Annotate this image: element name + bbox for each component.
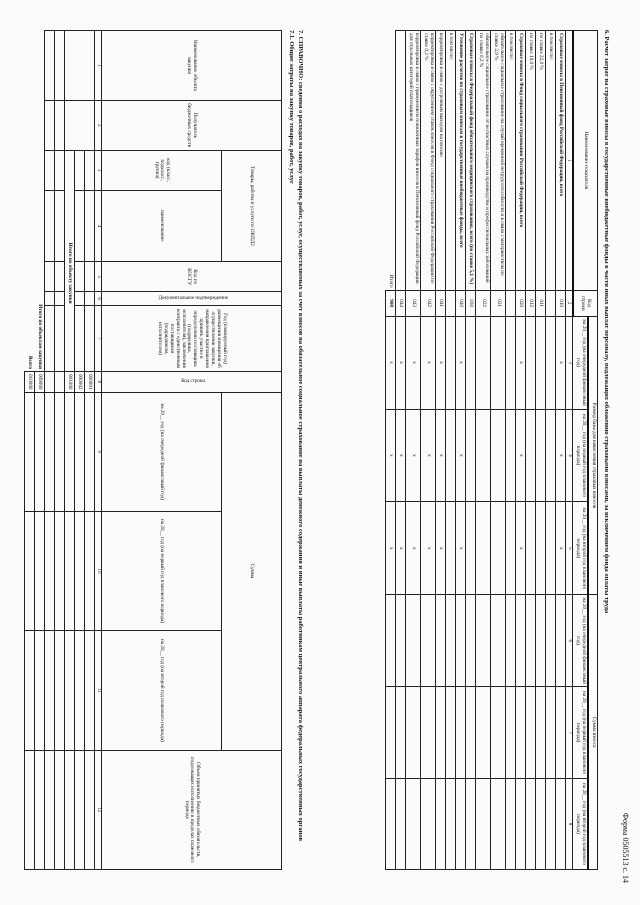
cell-d bbox=[525, 502, 535, 595]
table-row bbox=[445, 31, 455, 870]
insurance-table bbox=[385, 30, 598, 870]
table-row bbox=[435, 31, 445, 870]
cell-code: 022 bbox=[475, 290, 490, 316]
procurement-table bbox=[24, 30, 282, 870]
table-row bbox=[525, 31, 535, 870]
cell-name: Уточнение расчетов по страховым взносам в государственные внебюджетные фонды, всего bbox=[455, 31, 465, 291]
sum-y1-header: на 20__ год (на очередной финансовый год) bbox=[573, 595, 588, 687]
cell-code: 020 bbox=[515, 290, 525, 316]
cell-name: корректировка в связи с применением пониженных тарифов взносов в Пенсионный фонд Российской Федерации для отдельных категорий плательщиков bbox=[405, 31, 420, 291]
col-code-header: Код строки bbox=[573, 290, 598, 316]
num-cell: 4 bbox=[95, 190, 102, 262]
col-goods-name-header: наименование bbox=[102, 190, 222, 262]
cell-c bbox=[505, 409, 515, 502]
cell-empty bbox=[455, 779, 465, 870]
col-kosgu-header: Код по КОСГУ bbox=[102, 262, 282, 292]
cell-empty bbox=[505, 595, 515, 687]
cell-d: x bbox=[395, 502, 405, 595]
cell-empty bbox=[475, 595, 490, 687]
cell-name: по ставке 10,0 % bbox=[525, 31, 535, 291]
table-row bbox=[85, 31, 95, 870]
num-cell: 7 bbox=[565, 687, 573, 779]
table-row bbox=[65, 31, 75, 870]
table-row bbox=[505, 31, 515, 870]
total-code: 900 bbox=[385, 290, 395, 316]
cell-empty bbox=[420, 779, 435, 870]
cell-c bbox=[490, 409, 505, 502]
cell-empty bbox=[555, 595, 565, 687]
cell-d bbox=[490, 502, 505, 595]
cell-c bbox=[545, 409, 555, 502]
cell-code: 042 bbox=[420, 290, 435, 316]
cell-d bbox=[445, 502, 455, 595]
num-cell: 2 bbox=[565, 290, 573, 316]
num-cell: 7 bbox=[95, 306, 102, 372]
cell-c: x bbox=[395, 409, 405, 502]
cell-b: x bbox=[555, 316, 565, 409]
total-cell bbox=[385, 779, 395, 870]
cell-c bbox=[445, 409, 455, 502]
cell-empty bbox=[515, 779, 525, 870]
cell-b bbox=[490, 316, 505, 409]
group-goods-header: Товары, работы и услуги по ОКПД2 bbox=[222, 150, 282, 262]
cell-empty bbox=[395, 779, 405, 870]
col-code-header: Код строки bbox=[102, 371, 282, 392]
cell-b bbox=[545, 316, 555, 409]
cell-b: x bbox=[515, 316, 525, 409]
cell-d: x bbox=[515, 502, 525, 595]
cell-code: 010 bbox=[555, 290, 565, 316]
cell-b: x bbox=[455, 316, 465, 409]
cell-empty bbox=[455, 687, 465, 779]
cell-code: 040 bbox=[455, 290, 465, 316]
cell-empty bbox=[420, 595, 435, 687]
cell-empty bbox=[475, 779, 490, 870]
cell-empty bbox=[525, 779, 535, 870]
col-doc-header: Документальное подтверждение bbox=[102, 292, 282, 306]
sum-y3-header: на 20__ год (на второй год планового периода) bbox=[102, 631, 222, 750]
cell-c bbox=[535, 409, 545, 502]
cell-empty bbox=[505, 687, 515, 779]
num-cell: 5 bbox=[95, 262, 102, 292]
num-cell: 6 bbox=[565, 595, 573, 687]
sum-y2-header: на 20__ год (на первый год планового периода) bbox=[573, 687, 588, 779]
cell-b bbox=[535, 316, 545, 409]
cell-empty bbox=[445, 779, 455, 870]
cell-name: в том числе: bbox=[505, 31, 515, 291]
cell-empty bbox=[555, 779, 565, 870]
cell-b bbox=[525, 316, 535, 409]
subtotal-label: Итого по объекту закупки bbox=[67, 242, 74, 304]
total-mark: x bbox=[385, 502, 395, 595]
num-cell: 5 bbox=[565, 502, 573, 595]
cell-c: x bbox=[405, 409, 420, 502]
col-year-plan-header: Год (планируемый год) размещения извещения об осуществлении закупки, направления приглашения принять участие в определении поставщика (подрядчика, исполнителя), заключения контракта с единственным поставщиком (подрядчиком, исполнителем) bbox=[102, 306, 282, 372]
cell-empty bbox=[490, 687, 505, 779]
table-row bbox=[75, 31, 85, 870]
cell-d bbox=[535, 502, 545, 595]
cell-b: x bbox=[435, 316, 445, 409]
cell-code bbox=[545, 290, 555, 316]
table-row bbox=[35, 31, 45, 870]
cell-d bbox=[465, 502, 475, 595]
cell-b bbox=[475, 316, 490, 409]
cell-d bbox=[545, 502, 555, 595]
cell-empty bbox=[555, 687, 565, 779]
cell-empty bbox=[465, 595, 475, 687]
cell-empty bbox=[395, 687, 405, 779]
cell-d: x bbox=[555, 502, 565, 595]
cell-empty bbox=[405, 687, 420, 779]
table-row bbox=[555, 31, 565, 870]
cell-c bbox=[525, 409, 535, 502]
cell-b: x bbox=[405, 316, 420, 409]
num-cell: 10 bbox=[95, 511, 102, 630]
cell-empty bbox=[525, 687, 535, 779]
cell-code: 021 bbox=[490, 290, 505, 316]
num-cell: 4 bbox=[565, 409, 573, 502]
total-mark: x bbox=[385, 409, 395, 502]
size-y2-header: на 20__ год (на первый год планового периода) bbox=[573, 409, 588, 502]
row-code: 000001 bbox=[85, 371, 95, 392]
num-cell: 9 bbox=[95, 392, 102, 511]
cell-name: в том числе: bbox=[445, 31, 455, 291]
cell-b: x bbox=[395, 316, 405, 409]
cell-name: Страховые взносы в Пенсионный фонд Российской Федерации, всего bbox=[555, 31, 565, 291]
col-object-header: Наименование объекта закупки bbox=[102, 31, 282, 101]
cell-d: x bbox=[405, 502, 420, 595]
total-cell bbox=[385, 595, 395, 687]
cell-name bbox=[395, 31, 405, 291]
cell-empty bbox=[490, 779, 505, 870]
cell-empty bbox=[525, 595, 535, 687]
cell-name: в том числе: bbox=[545, 31, 555, 291]
table-row bbox=[25, 31, 35, 870]
num-cell: 6 bbox=[95, 292, 102, 306]
num-cell: 11 bbox=[95, 631, 102, 750]
cell-name: Страховые взносы в Федеральный фонд обязательного медицинского страхования, всего (по ставке 5,1 %) bbox=[465, 31, 475, 291]
col-name-header: Наименование показателя bbox=[573, 31, 598, 291]
cell-empty bbox=[445, 687, 455, 779]
cell-empty bbox=[435, 779, 445, 870]
total-mark: x bbox=[385, 316, 395, 409]
cell-c: x bbox=[435, 409, 445, 502]
group-size-header: Размер базы для начисления страховых взносов bbox=[588, 316, 597, 595]
grand-total-label: Всего bbox=[27, 356, 34, 369]
cell-code: 044 bbox=[395, 290, 405, 316]
cell-empty bbox=[515, 687, 525, 779]
cell-empty bbox=[420, 687, 435, 779]
table-row bbox=[455, 31, 465, 870]
table-row bbox=[395, 31, 405, 870]
cell-c: x bbox=[515, 409, 525, 502]
cell-c: x bbox=[555, 409, 565, 502]
section7-title: 7. СПРАВОЧНО: сведения о расходах на закупку товаров, работ, услуг, осуществляемых за счет взносов на обязательное социальное страхование на выплаты денежного содержания и иные выплаты работникам центрального аппарата федеральных государственных органов bbox=[297, 30, 304, 841]
table-row bbox=[405, 31, 420, 870]
cell-d bbox=[475, 502, 490, 595]
num-cell: 3 bbox=[565, 316, 573, 409]
table-row bbox=[545, 31, 555, 870]
cell-empty bbox=[505, 779, 515, 870]
row-code: 001000 bbox=[65, 371, 75, 392]
size-y1-header: на 20__ год (на очередной финансовый год) bbox=[573, 316, 588, 409]
cell-empty bbox=[535, 595, 545, 687]
cell-empty bbox=[405, 595, 420, 687]
cell-empty bbox=[475, 687, 490, 779]
cell-b bbox=[505, 316, 515, 409]
cell-code: 012 bbox=[525, 290, 535, 316]
cell-empty bbox=[545, 687, 555, 779]
cell-b: x bbox=[420, 316, 435, 409]
row-code: 000002 bbox=[75, 371, 85, 392]
cell-empty bbox=[395, 595, 405, 687]
cell-empty bbox=[435, 595, 445, 687]
size-y3-header: на 20__ год (на второй год планового периода) bbox=[573, 502, 588, 595]
cell-code: 043 bbox=[405, 290, 420, 316]
cell-d: x bbox=[455, 502, 465, 595]
cell-name: корректировка в связи с округлением ставок взносов в Фонд социального страхования Российской Федерации по ставке 0,2 % bbox=[420, 31, 435, 291]
table-row bbox=[475, 31, 490, 870]
cell-empty bbox=[465, 779, 475, 870]
col-limits-header: Объем принятых бюджетных обязательств, подлежащих исполнению в пределах планового периода bbox=[102, 750, 282, 869]
cell-b bbox=[445, 316, 455, 409]
cell-c bbox=[475, 409, 490, 502]
cell-b bbox=[465, 316, 475, 409]
col-code-kind-header: код (класс, подкласс, группа) bbox=[102, 150, 222, 190]
table-row bbox=[535, 31, 545, 870]
cell-name: Страховые взносы в Фонд социального страхования Российской Федерации, всего bbox=[515, 31, 525, 291]
cell-empty bbox=[545, 779, 555, 870]
cell-c: x bbox=[455, 409, 465, 502]
cell-empty bbox=[545, 595, 555, 687]
table-row bbox=[55, 31, 65, 870]
cell-empty bbox=[405, 779, 420, 870]
section7-subtitle: 7.1. Общие затраты на закупку товаров, работ, услуг bbox=[288, 30, 295, 184]
table-row bbox=[45, 31, 55, 870]
table-row bbox=[515, 31, 525, 870]
cell-c: x bbox=[420, 409, 435, 502]
num-cell: 3 bbox=[95, 150, 102, 190]
sum-y1-header: на 20__ год (на очередной финансовый год) bbox=[102, 392, 222, 511]
cell-empty bbox=[465, 687, 475, 779]
cell-empty bbox=[435, 687, 445, 779]
cell-code: 030 bbox=[465, 290, 475, 316]
cell-empty bbox=[455, 595, 465, 687]
col-recipient-header: Получатель бюджетных средств bbox=[102, 100, 282, 150]
row-code: 009000 bbox=[35, 371, 45, 392]
cell-name: обязательное социальное страхование от несчастных случаев на производстве и профессиональных заболеваний по ставке 0,2 % bbox=[475, 31, 490, 291]
cell-empty bbox=[445, 595, 455, 687]
cell-code bbox=[445, 290, 455, 316]
cell-name: по ставке 22,0 % bbox=[535, 31, 545, 291]
num-cell: 8 bbox=[565, 779, 573, 870]
cell-d bbox=[505, 502, 515, 595]
cell-d: x bbox=[420, 502, 435, 595]
table-row bbox=[465, 31, 475, 870]
num-cell: 1 bbox=[565, 31, 573, 291]
group-sum-header: Сумма взноса bbox=[588, 595, 597, 870]
subtotal2-label: Итого по объектам закупки bbox=[37, 304, 44, 369]
cell-code: 011 bbox=[535, 290, 545, 316]
cell-code: 041 bbox=[435, 290, 445, 316]
row-code: 010000 bbox=[25, 371, 35, 392]
cell-empty bbox=[490, 595, 505, 687]
num-cell: 12 bbox=[95, 750, 102, 869]
cell-name: корректировка в связи с досрочным выходом на пенсию bbox=[435, 31, 445, 291]
table-row bbox=[490, 31, 505, 870]
cell-code bbox=[505, 290, 515, 316]
num-cell: 8 bbox=[95, 371, 102, 392]
total-label: Итого bbox=[388, 274, 395, 288]
form-number: Форма 0505513 с. 14 bbox=[621, 812, 630, 883]
num-cell: 2 bbox=[95, 100, 102, 150]
cell-name: обязательное социальное страхование на случай временной нетрудоспособности и в связи с материнством по ставке 2,9 % bbox=[490, 31, 505, 291]
cell-c bbox=[465, 409, 475, 502]
sum-y3-header: на 20__ год (на второй год планового периода) bbox=[573, 779, 588, 870]
group-sum-header: Сумма bbox=[222, 392, 282, 750]
cell-empty bbox=[535, 779, 545, 870]
total-cell bbox=[385, 687, 395, 779]
cell-empty bbox=[515, 595, 525, 687]
num-cell: 1 bbox=[95, 31, 102, 101]
cell-d: x bbox=[435, 502, 445, 595]
section6-title: 6. Расчет затрат на страховые взносы в государственные внебюджетные фонды в части иных выплат персоналу, подлежащих обложению страховыми взносами, за исключением фонда оплаты труда bbox=[603, 30, 610, 614]
sum-y2-header: на 20__ год (на первый год планового периода) bbox=[102, 511, 222, 630]
cell-empty bbox=[535, 687, 545, 779]
table-row bbox=[420, 31, 435, 870]
